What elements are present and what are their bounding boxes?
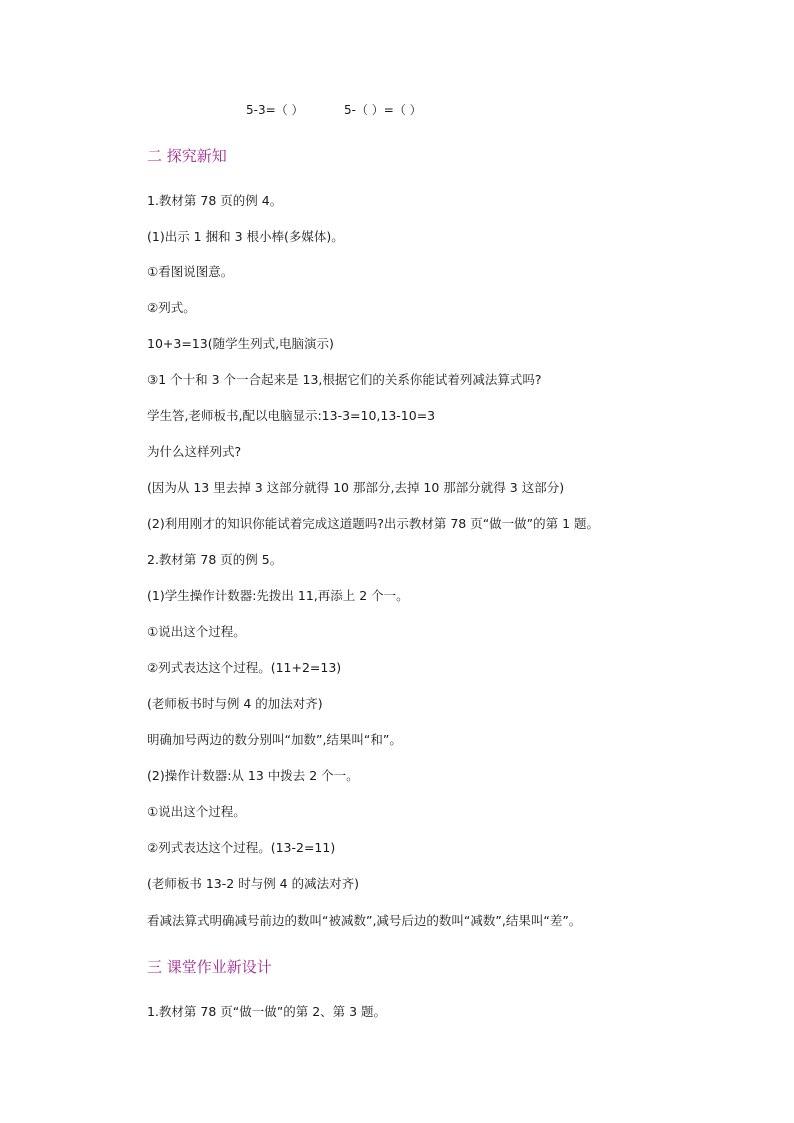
- text-line: ②列式。: [147, 300, 196, 315]
- text-line: 为什么这样列式?: [147, 444, 242, 459]
- section-heading-explore: 二 探究新知: [147, 147, 227, 165]
- equation-1: 5-3=（ ）: [246, 103, 304, 117]
- equation-2: 5-（ ）=（ ）: [344, 103, 422, 117]
- text-line: ①说出这个过程。: [147, 624, 246, 639]
- text-line: 明确加号两边的数分别叫“加数”,结果叫“和”。: [147, 732, 402, 747]
- text-line: (因为从 13 里去掉 3 这部分就得 10 那部分,去掉 10 那部分就得 3 这部分): [147, 480, 565, 495]
- text-line: (老师板书 13-2 时与例 4 的减法对齐): [147, 876, 359, 891]
- text-line: (1)学生操作计数器:先拨出 11,再添上 2 个一。: [147, 588, 409, 603]
- text-line: 1.教材第 78 页的例 4。: [147, 193, 283, 208]
- text-line: ③1 个十和 3 个一合起来是 13,根据它们的关系你能试着列减法算式吗?: [147, 372, 542, 387]
- text-line: (老师板书时与例 4 的加法对齐): [147, 696, 323, 711]
- text-line: 2.教材第 78 页的例 5。: [147, 552, 283, 567]
- text-line: 10+3=13(随学生列式,电脑演示): [147, 336, 334, 351]
- text-line: (1)出示 1 捆和 3 根小棒(多媒体)。: [147, 229, 344, 244]
- text-line: ②列式表达这个过程。(13-2=11): [147, 840, 336, 855]
- section-heading-homework: 三 课堂作业新设计: [147, 958, 272, 976]
- text-line: 1.教材第 78 页“做一做”的第 2、第 3 题。: [147, 1004, 387, 1019]
- text-line: ①说出这个过程。: [147, 804, 246, 819]
- text-line: 看减法算式明确减号前边的数叫“被减数”,减号后边的数叫“减数”,结果叫“差”。: [147, 913, 582, 928]
- text-line: (2)利用刚才的知识你能试着完成这道题吗?出示教材第 78 页“做一做”的第 1 题。: [147, 516, 600, 531]
- text-line: ②列式表达这个过程。(11+2=13): [147, 660, 342, 675]
- text-line: (2)操作计数器:从 13 中拨去 2 个一。: [147, 768, 359, 783]
- text-line: ①看图说图意。: [147, 264, 234, 279]
- text-line: 学生答,老师板书,配以电脑显示:13-3=10,13-10=3: [147, 408, 436, 423]
